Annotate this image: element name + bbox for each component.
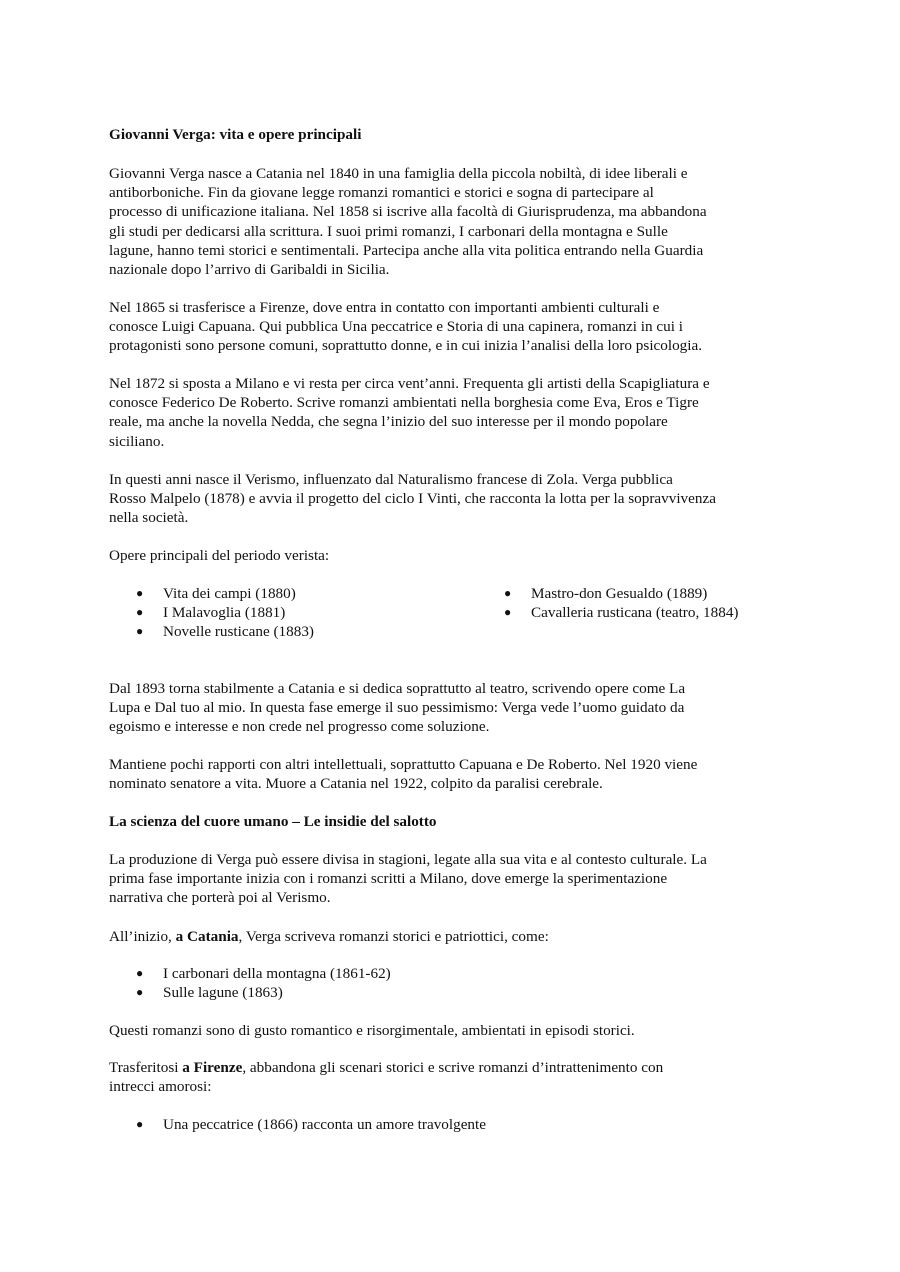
bullet-icon: ● [136,1117,144,1131]
heading-vita-opere: Giovanni Verga: vita e opere principali [109,126,362,143]
text-line: Dal 1893 torna stabilmente a Catania e si dedica soprattutto al teatro, scrivendo opere come La [109,680,686,697]
bullet-icon: ● [136,586,144,600]
text-line: conosce Federico De Roberto. Scrive romanzi ambientati nella borghesia come Eva, Eros e Tigre [109,394,699,412]
paragraph-teatro [109,679,799,737]
bullet-icon: ● [136,605,144,619]
bullet-icon: ● [136,985,144,999]
list-item: ● I carbonari della montagna (1861-62) [136,965,391,982]
text-line: antiborboniche. Fin da giovane legge romanzi romantici e storici e sogna di partecipare al [109,184,654,202]
text-line: In questi anni nasce il Verismo, influenzato dal Naturalismo francese di Zola. Verga pubblica [109,471,673,488]
text-line: nazionale dopo l’arrivo di Garibaldi in Sicilia. [109,261,390,279]
paragraph-firenze [109,298,799,356]
text-line: intrecci amorosi: [109,1078,212,1096]
list-item: ● Una peccatrice (1866) racconta un amore travolgente [136,1116,486,1133]
heading-scienza-cuore: La scienza del cuore umano – Le insidie del salotto [109,813,437,830]
bullet-icon: ● [504,586,512,600]
bullet-icon: ● [136,966,144,980]
list-item: ● Sulle lagune (1863) [136,984,283,1001]
text-line: siciliano. [109,432,165,450]
text-line: nella società. [109,509,189,527]
paragraph-milano [109,374,799,451]
list-item: ● Cavalleria rusticana (teatro, 1884) [504,604,739,621]
list-item: ● I Malavoglia (1881) [136,604,286,621]
text-line: narrativa che porterà poi al Verismo. [109,889,331,907]
paragraph-nascita [109,164,799,279]
text-line: nominato senatore a vita. Muore a Catania nel 1922, colpito da paralisi cerebrale. [109,775,603,793]
bold-place-catania: a Catania [175,928,239,945]
paragraph-verismo [109,470,799,528]
text-line: Mantiene pochi rapporti con altri intellettuali, soprattutto Capuana e De Roberto. Nel 1920 viene [109,756,698,773]
paragraph-catania: All’inizio, a Catania, Verga scriveva romanzi storici e patriottici, come: [109,928,549,945]
text-line: protagonisti sono persone comuni, soprattutto donne, e in cui inizia l’analisi della loro psicologia. [109,337,703,355]
text-line: conosce Luigi Capuana. Qui pubblica Una peccatrice e Storia di una capinera, romanzi in cui i [109,318,683,336]
bullet-icon: ● [136,624,144,638]
text-line: reale, ma anche la novella Nedda, che segna l’inizio del suo interesse per il mondo popolare [109,413,668,431]
paragraph-ultimi-anni [109,755,799,793]
text-line: La produzione di Verga può essere divisa in stagioni, legate alla sua vita e al contesto culturale. La [109,851,707,868]
bullet-icon: ● [504,605,512,619]
bold-place-firenze: a Firenze [182,1059,243,1076]
text-line: egoismo e interesse e non crede nel progresso come soluzione. [109,718,490,736]
paragraph-stagioni [109,850,799,908]
text-line: Giovanni Verga nasce a Catania nel 1840 in una famiglia della piccola nobiltà, di idee liberali e [109,165,688,182]
list-item: ● Mastro-don Gesualdo (1889) [504,585,708,602]
list-item: ● Vita dei campi (1880) [136,585,296,602]
text-line: gli studi per dedicarsi alla scrittura. I suoi primi romanzi, I carbonari della montagna e Sulle [109,222,668,240]
text-line: prima fase importante inizia con i romanzi scritti a Milano, dove emerge la sperimentazione [109,870,668,888]
text-line: Rosso Malpelo (1878) e avvia il progetto del ciclo I Vinti, che racconta la lotta per la sopravvivenza [109,490,716,508]
text-line: Nel 1865 si trasferisce a Firenze, dove entra in contatto con importanti ambienti culturali e [109,299,660,316]
paragraph-gusto-romantico: Questi romanzi sono di gusto romantico e risorgimentale, ambientati in episodi storici. [109,1022,635,1039]
text-line: processo di unificazione italiana. Nel 1858 si iscrive alla facoltà di Giurisprudenza, ma abbandona [109,203,707,221]
text-line: lagune, hanno temi storici e sentimentali. Partecipa anche alla vita politica entrando nella Guardia [109,241,704,259]
text-line: Nel 1872 si sposta a Milano e vi resta per circa vent’anni. Frequenta gli artisti della Scapigliatura e [109,375,710,392]
text-line: Lupa e Dal tuo al mio. In questa fase emerge il suo pessimismo: Verga vede l’uomo guidato da [109,699,685,717]
paragraph-firenze-romanzi: Trasferitosi a Firenze, abbandona gli scenari storici e scrive romanzi d’intrattenimento con intrecci amorosi: [109,1058,799,1096]
paragraph-opere-intro: Opere principali del periodo verista: [109,547,330,564]
list-item: ● Novelle rusticane (1883) [136,623,314,640]
